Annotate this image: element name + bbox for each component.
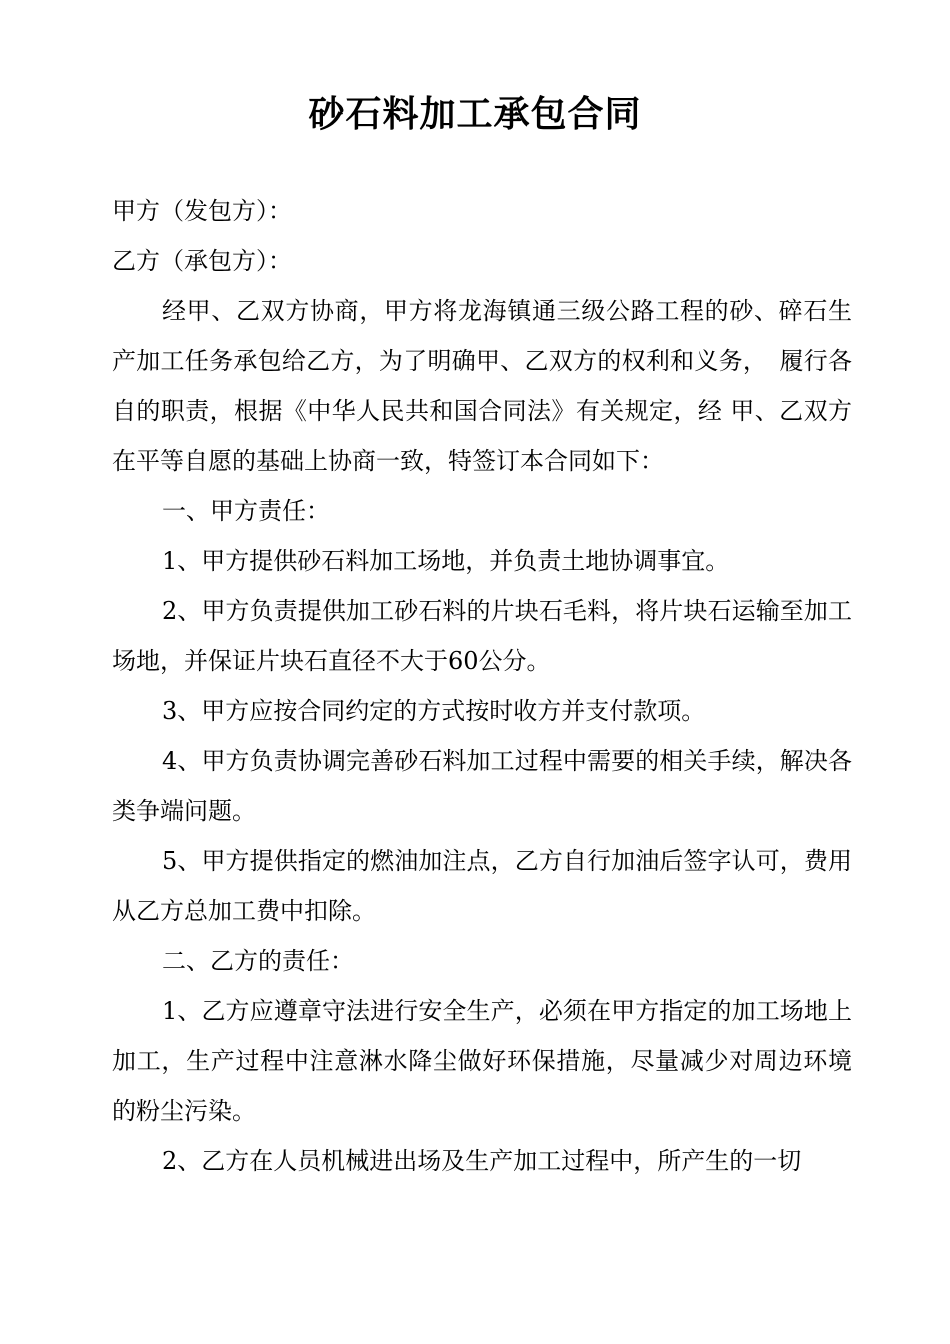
- clause-a-4: 4、甲方负责协调完善砂石料加工过程中需要的相关手续，解决各类争端问题。: [112, 747, 852, 825]
- party-b-line: 乙方（承包方）：: [112, 247, 292, 275]
- clause-a-2: 2、甲方负责提供加工砂石料的片块石毛料，将片块石运输至加工场地，并保证片块石直径不大于60公分。: [112, 597, 852, 675]
- preamble-paragraph: 经甲、乙双方协商，甲方将龙海镇通三级公路工程的砂、碎石生产加工任务承包给乙方，为了明确甲、乙双方的权利和义务， 履行各自的职责，根据《中华人民共和国合同法》有关规定，经 甲、乙双方在平等自愿的基础上协商一致，特签订本合同如下：: [112, 297, 852, 475]
- section-heading-party-a: 一、甲方责任：: [162, 497, 330, 525]
- party-a-line: 甲方（发包方）：: [112, 197, 292, 225]
- clause-b-2: 2、乙方在人员机械进出场及生产加工过程中，所产生的一切: [162, 1147, 802, 1175]
- clause-a-5: 5、甲方提供指定的燃油加注点，乙方自行加油后签字认可，费用从乙方总加工费中扣除。: [112, 847, 852, 925]
- clause-a-3: 3、甲方应按合同约定的方式按时收方并支付款项。: [162, 697, 706, 725]
- clause-a-1: 1、甲方提供砂石料加工场地，并负责土地协调事宜。: [162, 547, 730, 575]
- section-heading-party-b: 二、乙方的责任：: [162, 947, 354, 975]
- document-body: [112, 186, 852, 1186]
- document-title: 砂石料加工承包合同: [308, 94, 642, 135]
- clause-b-1: 1、乙方应遵章守法进行安全生产，必须在甲方指定的加工场地上加工，生产过程中注意淋水降尘做好环保措施，尽量减少对周边环境的粉尘污染。: [112, 997, 852, 1125]
